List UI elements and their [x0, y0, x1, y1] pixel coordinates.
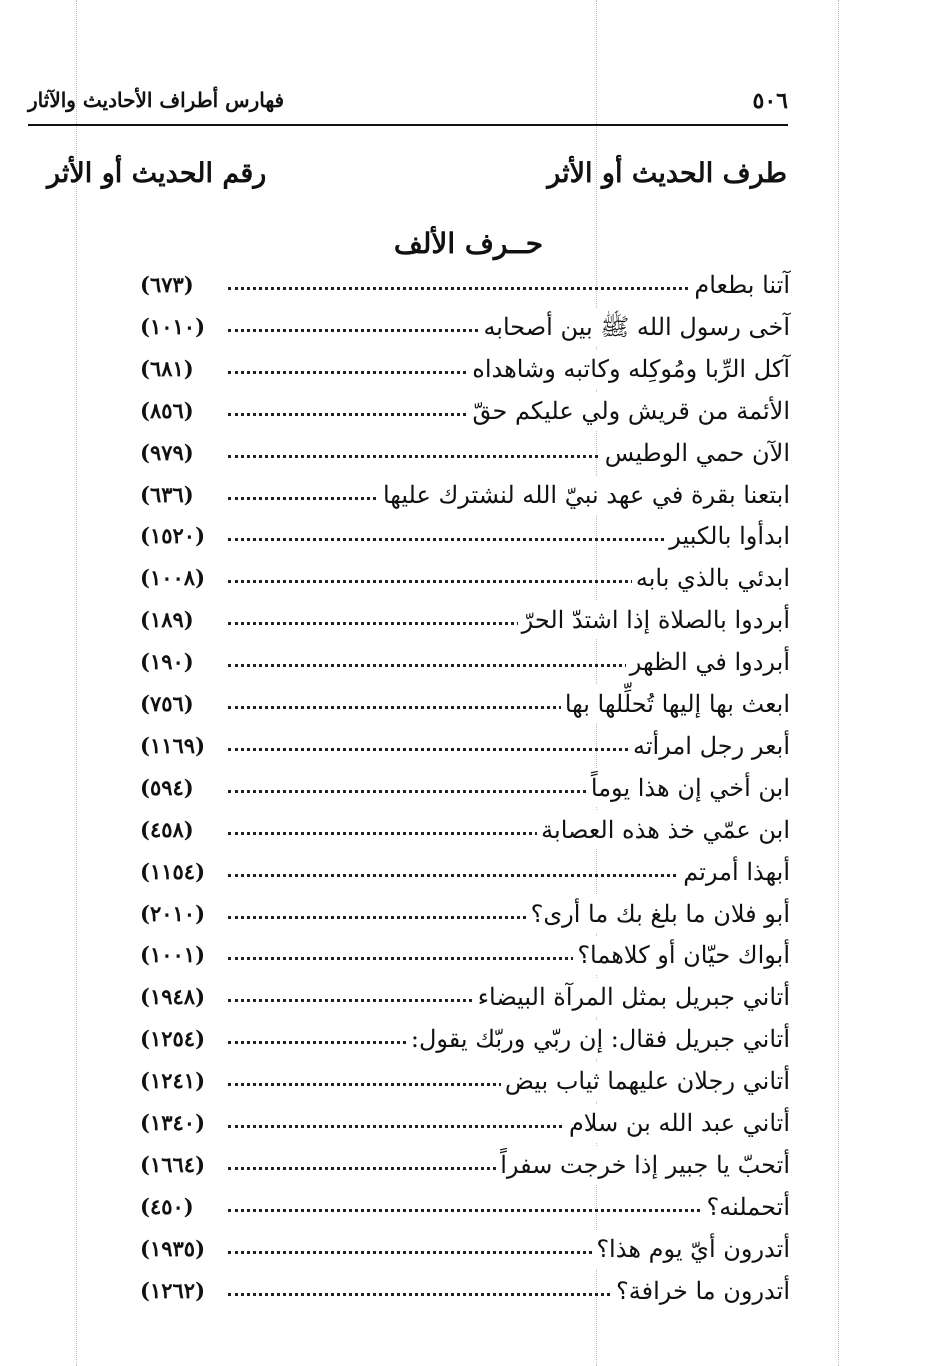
entry-text: أبعر رجل امرأته [629, 727, 790, 765]
entry-text: أبردوا في الظهر [626, 643, 790, 681]
index-entry [0, 1230, 937, 1272]
entry-text: ابدئي بالذي بابه [632, 559, 790, 597]
entry-number: (١٣٤٠) [140, 1110, 205, 1135]
entry-number: (٦٣٦) [140, 482, 194, 507]
entry-number: (٤٥٨) [140, 817, 194, 842]
entry-number: (١٦٦٤) [140, 1152, 205, 1177]
index-entry [0, 350, 937, 392]
index-entry [0, 727, 937, 769]
column-heading-hadith-beginning: طرف الحديث أو الأثر [547, 158, 787, 189]
entry-number: (٦٧٣) [140, 272, 194, 297]
entry-text: ابن عمّي خذ هذه العصابة [537, 811, 790, 849]
entry-number: (١٢٥٤) [140, 1026, 205, 1051]
index-entry [0, 1188, 937, 1230]
entry-text: آكل الرِّبا ومُوكِله وكاتبه وشاهداه [468, 350, 790, 388]
section-title: حــرف الألف [393, 227, 544, 260]
entry-text: أبردوا بالصلاة إذا اشتدّ الحرّ [518, 601, 790, 639]
entry-text: ابن أخي إن هذا يوماً [587, 769, 790, 807]
entry-number: (١٠١٠) [140, 314, 205, 339]
index-entry [0, 643, 937, 685]
entry-text: أبهذا أمرتم [679, 853, 790, 891]
entry-number: (١٩٤٨) [140, 984, 205, 1009]
page-number: ٥٠٦ [752, 88, 788, 114]
entry-number: (٧٥٦) [140, 691, 194, 716]
entry-number: (١٠٠٨) [140, 565, 205, 590]
index-entry [0, 476, 937, 518]
index-entry [0, 601, 937, 643]
entry-number: (١١٦٩) [140, 733, 205, 758]
index-entry [0, 936, 937, 978]
index-entry [0, 308, 937, 350]
entry-number: (١٢٦٢) [140, 1278, 205, 1303]
entry-text: أبواك حيّان أو كلاهما؟ [573, 936, 790, 974]
running-header [28, 84, 788, 126]
index-entry [0, 895, 937, 937]
entry-text: أتدرون أيّ يوم هذا؟ [592, 1230, 790, 1268]
index-entry [0, 1272, 937, 1314]
entry-text: الآن حمي الوطيس [601, 434, 790, 472]
entry-number: (١٨٩) [140, 607, 194, 632]
index-entry [0, 517, 937, 559]
entry-number: (٥٩٤) [140, 775, 194, 800]
index-entry [0, 853, 937, 895]
entry-text: آتنا بطعام [690, 266, 790, 304]
entry-text: أتاني عبد الله بن سلام [565, 1104, 790, 1142]
entry-number: (٢٠١٠) [140, 901, 205, 926]
entry-number: (٩٧٩) [140, 440, 194, 465]
index-entry [0, 978, 937, 1020]
running-title: فهارس أطراف الأحاديث والآثار [28, 88, 285, 112]
entry-number: (١١٥٤) [140, 859, 205, 884]
entry-text: أتحبّ يا جبير إذا خرجت سفراً [496, 1146, 790, 1184]
entry-text: أتاني رجلان عليهما ثياب بيض [501, 1062, 790, 1100]
entry-text: ابتعنا بقرة في عهد نبيّ الله لنشترك عليها [379, 476, 790, 514]
entry-number: (١٠٠١) [140, 942, 205, 967]
entry-number: (١٢٤١) [140, 1068, 205, 1093]
index-entry [0, 1020, 937, 1062]
index-entry [0, 266, 937, 308]
entry-number: (١٥٢٠) [140, 523, 205, 548]
entry-text: أبو فلان ما بلغ بك ما أرى؟ [527, 895, 790, 933]
entry-text: أتحملنه؟ [702, 1188, 790, 1226]
entry-text: آخى رسول الله ﷺ بين أصحابه [479, 308, 790, 346]
entry-text: الأئمة من قريش ولي عليكم حقّ [468, 392, 790, 430]
index-entry [0, 769, 937, 811]
index-entry [0, 685, 937, 727]
index-entry [0, 1146, 937, 1188]
index-entry [0, 434, 937, 476]
entry-text: أتدرون ما خرافة؟ [612, 1272, 790, 1310]
index-entry [0, 559, 937, 601]
index-entry [0, 1062, 937, 1104]
entry-text: ابعث بها إليها تُحلِّلها بها [561, 685, 790, 723]
index-entry [0, 1104, 937, 1146]
entry-number: (٦٨١) [140, 356, 194, 381]
entry-number: (٨٥٦) [140, 398, 194, 423]
entry-text: ابدأوا بالكبير [665, 517, 790, 555]
index-entry [0, 811, 937, 853]
index-entry [0, 392, 937, 434]
entry-text: أتاني جبريل فقال: إن ربّي وربّك يقول: [407, 1020, 790, 1058]
entry-number: (٤٥٠) [140, 1194, 194, 1219]
entry-number: (١٩٠) [140, 649, 194, 674]
entry-number: (١٩٣٥) [140, 1236, 205, 1261]
entry-text: أتاني جبريل بمثل المرآة البيضاء [474, 978, 790, 1016]
column-heading-hadith-number: رقم الحديث أو الأثر [47, 158, 267, 189]
